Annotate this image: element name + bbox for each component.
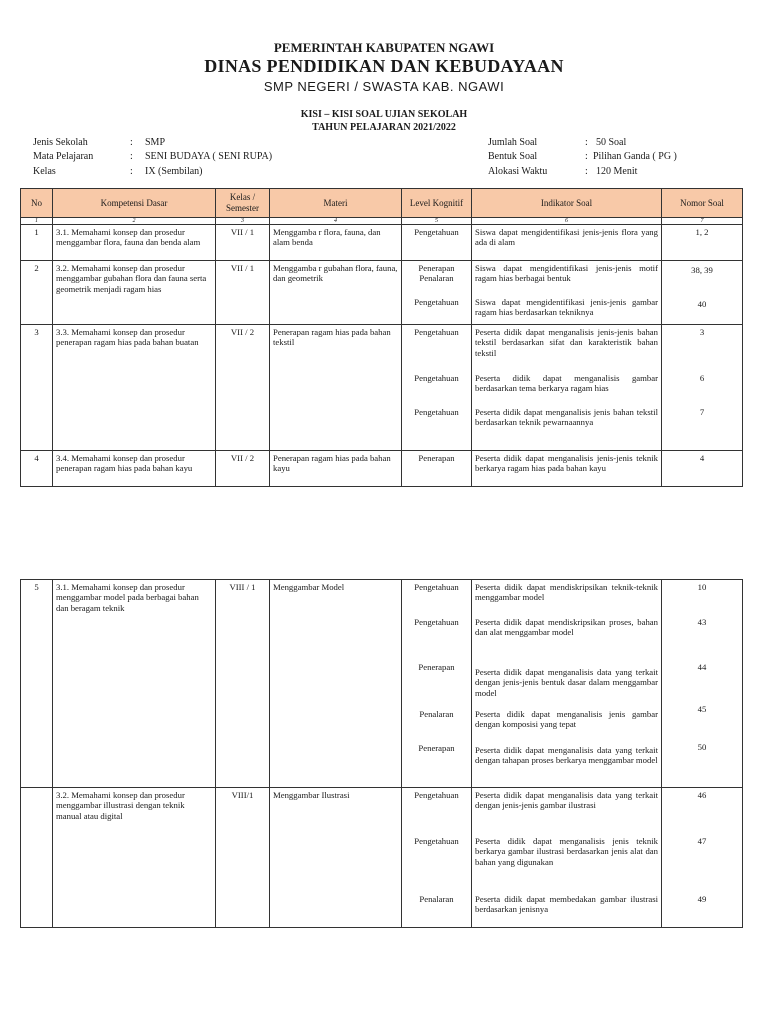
column-number: 6	[472, 218, 662, 225]
level-kognitif: Penerapan Penalaran	[418, 263, 455, 284]
kompetensi-dasar: 3.4. Memahami konsep dan prosedur penerapan ragam hias pada bahan kayu	[53, 451, 216, 487]
info-value: SENI BUDAYA ( SENI RUPA)	[145, 151, 273, 162]
materi: Penerapan ragam hias pada bahan kayu	[270, 451, 402, 487]
nomor-soal-cell	[662, 325, 743, 451]
row-number: 3	[21, 325, 53, 451]
indikator-soal-cell	[472, 580, 662, 788]
nomor-soal: 7	[699, 407, 705, 417]
info-value: 120 Menit	[596, 166, 638, 177]
info-colon: :	[130, 166, 133, 177]
kelas-semester: VII / 2	[216, 451, 270, 487]
materi: Menggambar Model	[270, 580, 402, 788]
nomor-soal-cell	[662, 261, 743, 325]
info-colon: :	[585, 151, 588, 162]
level-kognitif: Pengetahuan	[414, 297, 459, 307]
nomor-soal: 4	[662, 451, 743, 487]
column-header: Indikator Soal	[472, 189, 662, 218]
header-line1: PEMERINTAH KABUPATEN NGAWI	[273, 40, 495, 55]
nomor-soal-cell	[662, 788, 743, 928]
info-label: Mata Pelajaran	[33, 151, 94, 162]
column-number: 4	[270, 218, 402, 225]
table-header-row	[21, 189, 743, 218]
column-header: Materi	[270, 189, 402, 218]
nomor-soal: 45	[697, 704, 707, 714]
row-number: 1	[21, 225, 53, 261]
info-block	[0, 0, 768, 190]
row-number: 2	[21, 261, 53, 325]
row-number: 4	[21, 451, 53, 487]
info-label: Kelas	[33, 166, 56, 177]
info-colon: :	[130, 137, 133, 148]
nomor-soal: 1, 2	[662, 225, 743, 261]
level-kognitif: Pengetahuan	[414, 407, 459, 417]
indikator-soal: Peserta didik dapat menganalisis jenis bahan tekstil berdasarkan teknik pewarnaannya	[475, 407, 658, 428]
info-label: Jumlah Soal	[488, 137, 538, 148]
column-number: 3	[216, 218, 270, 225]
table-row	[21, 580, 743, 788]
kompetensi-dasar: 3.1. Memahami konsep dan prosedur menggambar flora, fauna dan benda alam	[53, 225, 216, 261]
info-label: Bentuk Soal	[488, 151, 538, 162]
table-row	[21, 451, 743, 487]
header-line3: SMP NEGERI / SWASTA KAB. NGAWI	[263, 79, 505, 94]
info-label: Alokasi Waktu	[488, 166, 548, 177]
table-row	[21, 261, 743, 325]
nomor-soal: 46	[697, 790, 707, 800]
kisi-table-part2	[20, 579, 743, 928]
kompetensi-dasar: 3.2. Memahami konsep dan prosedur menggambar illustrasi dengan teknik manual atau digital	[53, 788, 216, 928]
materi: Menggamba r gubahan flora, fauna, dan geometrik	[270, 261, 402, 325]
column-number: 7	[662, 218, 743, 225]
info-colon: :	[130, 151, 133, 162]
column-number: 1	[21, 218, 53, 225]
column-header: Kelas / Semester	[216, 189, 270, 218]
indikator-soal: Peserta didik dapat menganalisis jenis-jenis teknik berkarya ragam hias pada bahan kayu	[472, 451, 662, 487]
level-kognitif: Penalaran	[419, 894, 454, 904]
level-kognitif: Pengetahuan	[414, 327, 459, 337]
nomor-soal: 43	[697, 617, 707, 627]
indikator-soal: Peserta didik dapat mendiskripsikan teknik-teknik menggambar model	[475, 582, 658, 603]
info-label: Jenis Sekolah	[33, 137, 88, 148]
column-header: Nomor Soal	[662, 189, 743, 218]
table-row	[21, 225, 743, 261]
level-kognitif: Penerapan	[402, 451, 472, 487]
indikator-soal: Peserta didik dapat membedakan gambar ilustrasi berdasarkan jenisnya	[475, 894, 658, 915]
kisi-table-part1	[20, 188, 743, 487]
indikator-soal: Peserta didik dapat menganalisis jenis gambar dengan komposisi yang tepat	[475, 709, 658, 730]
nomor-soal: 49	[697, 894, 707, 904]
level-kognitif-cell	[402, 580, 472, 788]
nomor-soal-cell	[662, 580, 743, 788]
indikator-soal-cell	[472, 325, 662, 451]
document-subtitle: TAHUN PELAJARAN 2021/2022	[312, 122, 456, 133]
level-kognitif-cell	[402, 325, 472, 451]
level-kognitif: Penerapan	[418, 662, 455, 672]
document-title: KISI – KISI SOAL UJIAN SEKOLAH	[300, 109, 468, 120]
info-value: Pilihan Ganda ( PG )	[593, 151, 677, 162]
column-number: 5	[402, 218, 472, 225]
nomor-soal: 40	[697, 299, 707, 309]
level-kognitif: Pengetahuan	[414, 617, 459, 627]
table-row	[21, 788, 743, 928]
materi: Menggambar Ilustrasi	[270, 788, 402, 928]
level-kognitif: Pengetahuan	[414, 836, 459, 846]
info-value: 50 Soal	[596, 137, 627, 148]
info-colon: :	[585, 137, 588, 148]
column-header: Level Kognitif	[402, 189, 472, 218]
info-value: IX (Sembilan)	[145, 166, 203, 177]
row-number: 5	[21, 580, 53, 788]
indikator-soal: Peserta didik dapat menganalisis data yang terkait dengan jenis-jenis bentuk dasar dalam menggambar model	[475, 667, 658, 698]
indikator-soal: Siswa dapat mengidentifikasi jenis-jenis gambar ragam hias berdasarkan tekniknya	[475, 297, 658, 318]
kelas-semester: VII / 1	[216, 225, 270, 261]
kelas-semester: VII / 2	[216, 325, 270, 451]
level-kognitif: Pengetahuan	[414, 582, 459, 592]
level-kognitif: Pengetahuan	[414, 790, 459, 800]
nomor-soal: 3	[699, 327, 705, 337]
level-kognitif: Penerapan	[418, 743, 455, 753]
nomor-soal: 44	[697, 662, 707, 672]
level-kognitif: Penalaran	[419, 709, 454, 719]
kelas-semester: VII / 1	[216, 261, 270, 325]
indikator-soal-cell	[472, 261, 662, 325]
materi: Penerapan ragam hias pada bahan tekstil	[270, 325, 402, 451]
level-kognitif-cell	[402, 788, 472, 928]
indikator-soal: Siswa dapat mengidentifikasi jenis-jenis motif ragam hias berbagai bentuk	[475, 263, 658, 284]
indikator-soal: Peserta didik dapat menganalisis data yang terkait dengan jenis-jenis gambar ilustrasi	[475, 790, 658, 811]
row-number	[21, 788, 53, 928]
indikator-soal: Peserta didik dapat mendiskripsikan proses, bahan dan alat menggambar model	[475, 617, 658, 638]
nomor-soal: 50	[697, 742, 707, 752]
indikator-soal: Peserta didik dapat menganalisis data yang terkait dengan tahapan proses berkarya menggambar model	[475, 745, 658, 766]
indikator-soal: Peserta didik dapat menganalisis jenis teknik berkarya gambar ilustrasi berdasarkan jenis alat dan bahan yang digunakan	[475, 836, 658, 867]
column-header: No	[21, 189, 53, 218]
kelas-semester: VIII/1	[216, 788, 270, 928]
info-colon: :	[585, 166, 588, 177]
table-row	[21, 325, 743, 451]
nomor-soal: 6	[699, 373, 705, 383]
materi: Menggamba r flora, fauna, dan alam benda	[270, 225, 402, 261]
level-kognitif: Pengetahuan	[402, 225, 472, 261]
nomor-soal: 47	[697, 836, 707, 846]
column-header: Kompetensi Dasar	[53, 189, 216, 218]
column-number-row	[21, 218, 743, 225]
nomor-soal: 10	[697, 582, 707, 592]
kelas-semester: VIII / 1	[216, 580, 270, 788]
indikator-soal: Peserta didik dapat menganalisis gambar berdasarkan tema berkarya ragam hias	[475, 373, 658, 394]
level-kognitif: Pengetahuan	[414, 373, 459, 383]
kompetensi-dasar: 3.1. Memahami konsep dan prosedur menggambar model pada berbagai bahan dan beragam teknik	[53, 580, 216, 788]
kompetensi-dasar: 3.2. Memahami konsep dan prosedur menggambar gubahan flora dan fauna serta geometrik menjadi ragam hias	[53, 261, 216, 325]
header-line2: DINAS PENDIDIKAN DAN KEBUDAYAAN	[204, 56, 564, 76]
indikator-soal-cell	[472, 788, 662, 928]
indikator-soal: Siswa dapat mengidentifikasi jenis-jenis flora yang ada di alam	[472, 225, 662, 261]
level-kognitif-cell	[402, 261, 472, 325]
kompetensi-dasar: 3.3. Memahami konsep dan prosedur penerapan ragam hias pada bahan buatan	[53, 325, 216, 451]
indikator-soal: Peserta didik dapat menganalisis jenis-jenis bahan tekstil berdasarkan sifat dan karakteristik bahan tekstil	[475, 327, 658, 358]
nomor-soal: 38, 39	[691, 265, 713, 275]
column-number: 2	[53, 218, 216, 225]
info-value: SMP	[145, 137, 166, 148]
